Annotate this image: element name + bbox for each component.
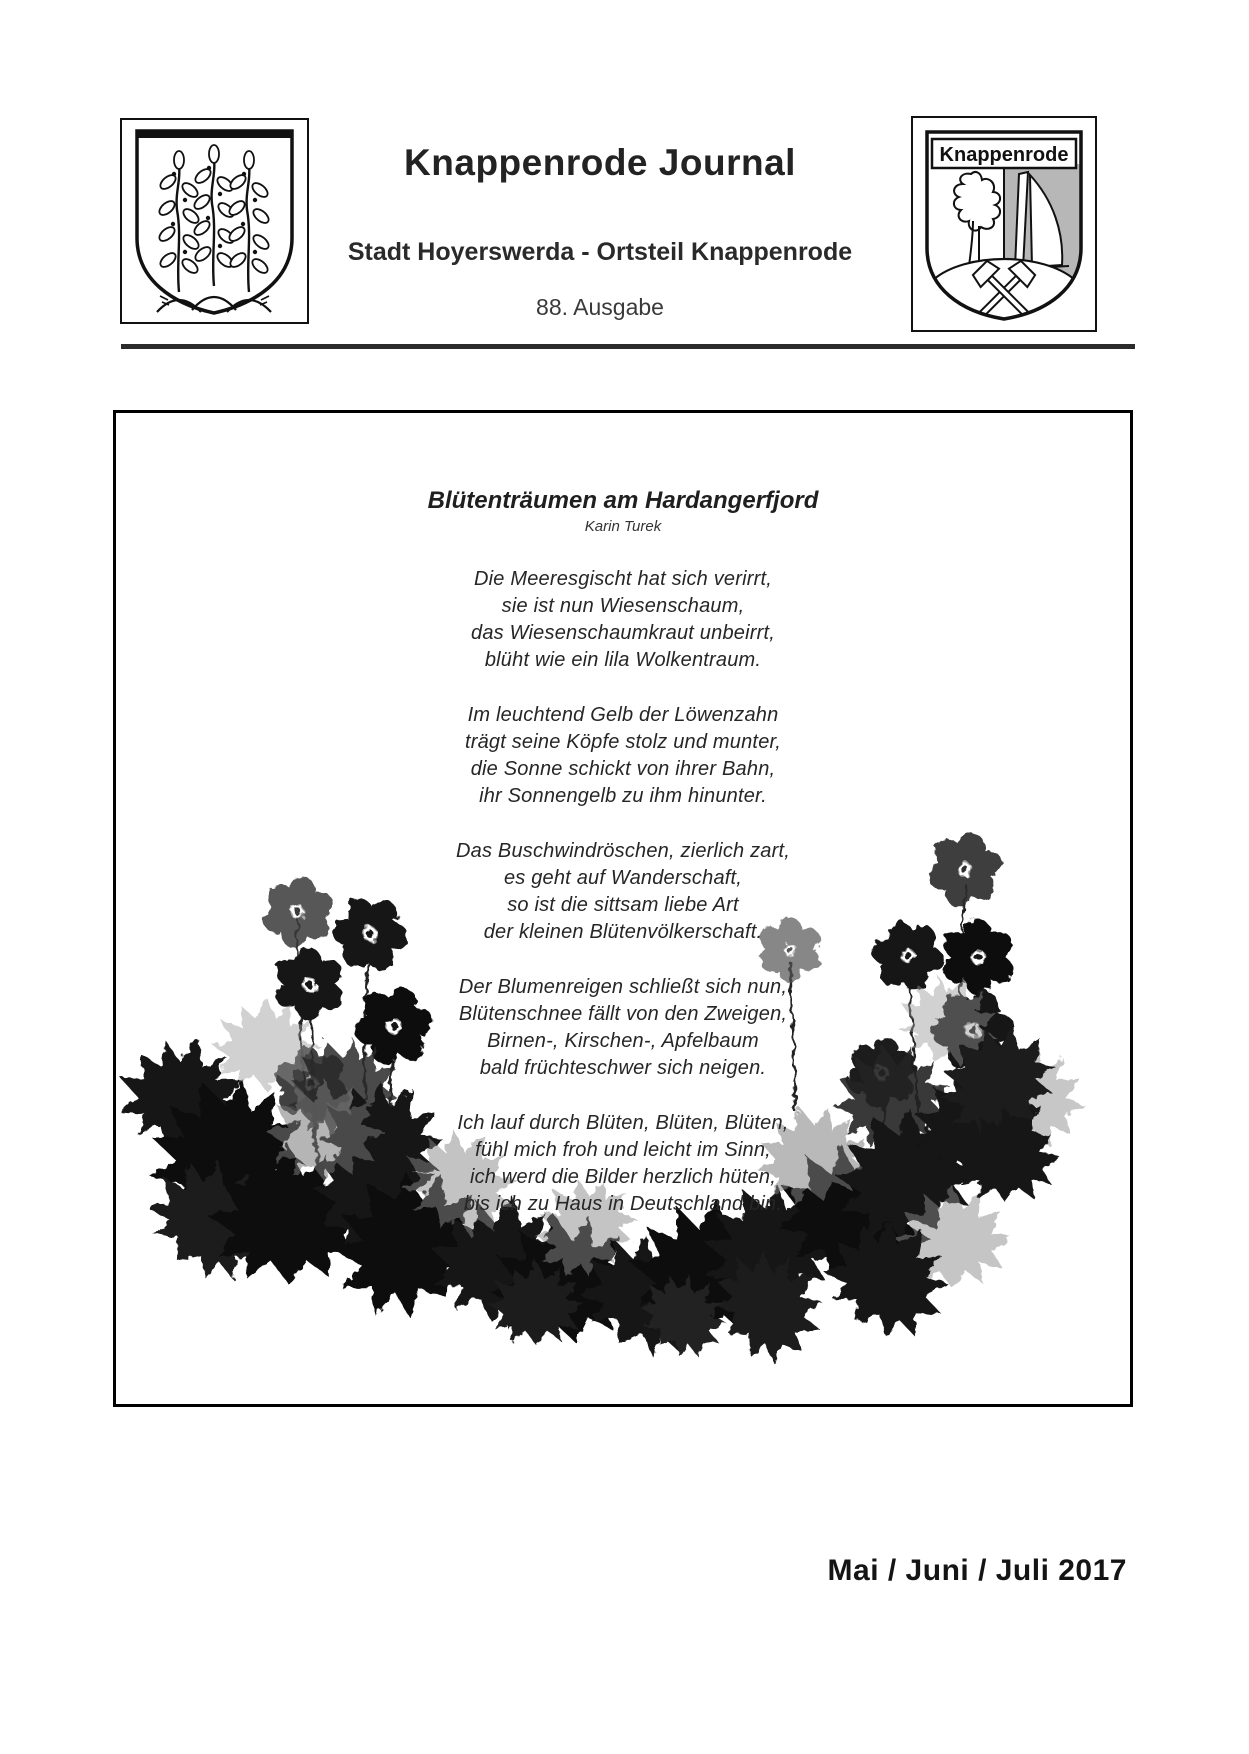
poem-stanza [116, 566, 1130, 674]
issue-date-range: Mai / Juni / Juli 2017 [827, 1554, 1127, 1587]
poem-line: Birnen-, Kirschen-, Apfelbaum [487, 1030, 759, 1052]
poem-line: Das Buschwindröschen, zierlich zart, [456, 840, 790, 862]
poem-line: fühl mich froh und leicht im Sinn, [475, 1139, 771, 1161]
three-oaks-crest-icon [122, 120, 307, 322]
poem-author: Karin Turek [584, 518, 662, 535]
poem-line: Der Blumenreigen schließt sich nun, [458, 976, 788, 998]
page-subtitle: Stadt Hoyerswerda - Ortsteil Knappenrode [347, 238, 853, 266]
poem-frame [113, 410, 1133, 1407]
poem-line: so ist die sittsam liebe Art [507, 894, 739, 916]
poem-line: die Sonne schickt von ihrer Bahn, [470, 758, 776, 780]
issue-number: 88. Ausgabe [536, 294, 664, 320]
page-title: Knappenrode Journal [404, 142, 796, 183]
poem-stanza [116, 702, 1130, 810]
left-coat-of-arms [120, 118, 309, 324]
poem-line: Ich lauf durch Blüten, Blüten, Blüten, [457, 1112, 789, 1134]
poem-line: Blütenschnee fällt von den Zweigen, [458, 1003, 788, 1025]
poem-line: bis ich zu Haus in Deutschland bin. [463, 1193, 783, 1215]
poem-line: das Wiesenschaumkraut unbeirrt, [471, 622, 775, 644]
poem-line: es geht auf Wanderschaft, [503, 867, 743, 889]
poem-stanza [116, 838, 1130, 946]
poem-line: blüht wie ein lila Wolkentraum. [484, 649, 762, 671]
poem-line: bald früchteschwer sich neigen. [479, 1057, 767, 1079]
poem-line: ich werd die Bilder herzlich hüten, [469, 1166, 777, 1188]
poem-line: sie ist nun Wiesenschaum, [501, 595, 745, 617]
poem-line: trägt seine Köpfe stolz und munter, [464, 731, 782, 753]
poem-stanzas [116, 566, 1130, 1246]
poem-title: Blütenträumen am Hardangerfjord [427, 487, 819, 514]
right-crest-label: Knappenrode [939, 144, 1069, 166]
poem-line: ihr Sonnengelb zu ihm hinunter. [479, 785, 767, 807]
poem-stanza [116, 974, 1130, 1082]
knappenrode-crest-icon [913, 118, 1095, 330]
poem-line: Im leuchtend Gelb der Löwenzahn [467, 704, 779, 726]
right-coat-of-arms [911, 116, 1097, 332]
poem-stanza [116, 1110, 1130, 1218]
header-divider-rule [121, 344, 1135, 349]
poem-line: der kleinen Blütenvölkerschaft. [483, 921, 763, 943]
poem-line: Die Meeresgischt hat sich verirrt, [473, 568, 772, 590]
